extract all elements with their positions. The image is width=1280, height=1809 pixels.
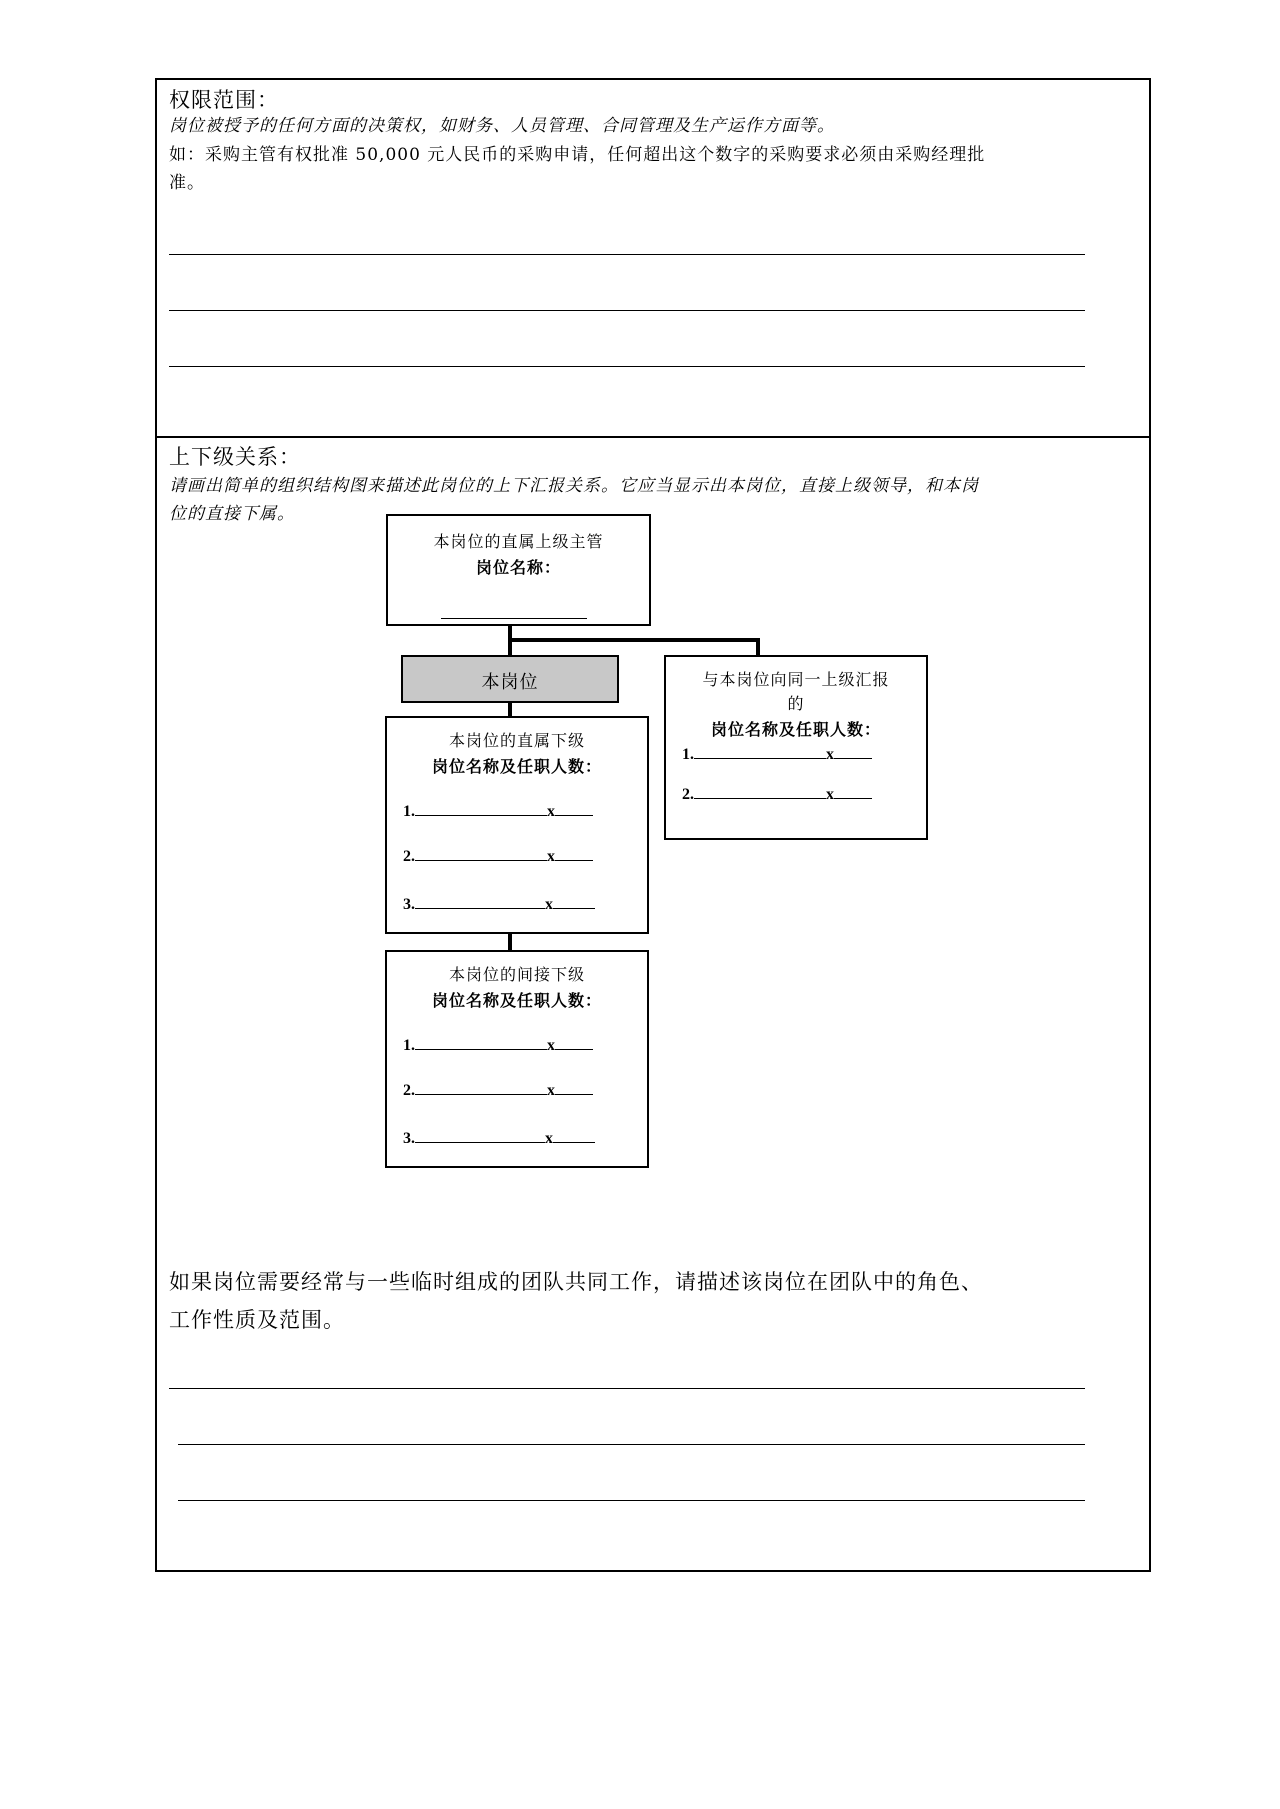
direct-item-3[interactable]: 3. x <box>403 894 595 914</box>
indirect-item-2[interactable]: 2. x <box>403 1080 593 1100</box>
current-position-label: 本岗位 <box>481 672 539 693</box>
indirect-label-line2: 岗位名称及任职人数： <box>431 991 602 1010</box>
indirect-subordinates-box <box>385 950 649 1168</box>
superior-name-blank[interactable] <box>441 618 587 619</box>
relations-description-line1: 请画出简单的组织结构图来描述此岗位的上下汇报关系。它应当显示出本岗位，直接上级领导，和本岗 <box>169 476 979 496</box>
current-position-box <box>401 655 619 703</box>
superior-name-label: 岗位名称： <box>475 558 561 577</box>
relations-title: 上下级关系： <box>169 445 301 469</box>
direct-subordinates-box <box>385 716 649 934</box>
team-answer-line-2[interactable] <box>178 1444 1085 1445</box>
peers-item-2[interactable]: 2. x <box>682 784 872 804</box>
authority-answer-line-2[interactable] <box>169 310 1085 311</box>
form-frame <box>155 78 1151 1572</box>
peers-label-line2: 的 <box>787 694 805 713</box>
team-answer-line-1[interactable] <box>169 1388 1085 1389</box>
direct-item-1[interactable]: 1. x <box>403 801 593 821</box>
direct-label-line1: 本岗位的直属下级 <box>448 731 585 750</box>
authority-title: 权限范围： <box>169 88 279 112</box>
direct-item-2[interactable]: 2. x <box>403 846 593 866</box>
section-divider <box>155 436 1151 438</box>
indirect-item-3[interactable]: 3. x <box>403 1128 595 1148</box>
peers-box <box>664 655 928 840</box>
authority-answer-line-1[interactable] <box>169 254 1085 255</box>
relations-description-line2: 位的直接下属。 <box>169 504 295 524</box>
team-question-line2: 工作性质及范围。 <box>169 1308 345 1332</box>
connector-direct-indirect <box>508 932 512 952</box>
peers-label-line3: 岗位名称及任职人数： <box>710 720 881 739</box>
team-question-line1: 如果岗位需要经常与一些临时组成的团队共同工作，请描述该岗位在团队中的角色、 <box>169 1270 983 1294</box>
peers-item-1[interactable]: 1. x <box>682 744 872 764</box>
authority-answer-line-3[interactable] <box>169 366 1085 367</box>
authority-description: 岗位被授予的任何方面的决策权，如财务、人员管理、合同管理及生产运作方面等。 <box>169 116 835 136</box>
connector-horizontal <box>508 638 760 642</box>
authority-example-line2: 准。 <box>169 173 205 193</box>
superior-box <box>386 514 651 626</box>
superior-label: 本岗位的直属上级主管 <box>433 532 604 551</box>
peers-label-line1: 与本岗位向同一上级汇报 <box>702 670 890 689</box>
indirect-item-1[interactable]: 1. x <box>403 1035 593 1055</box>
indirect-label-line1: 本岗位的间接下级 <box>448 965 585 984</box>
authority-example-line1: 如：采购主管有权批准 50,000 元人民币的采购申请，任何超出这个数字的采购要求必须由采购经理批 <box>169 145 986 165</box>
direct-label-line2: 岗位名称及任职人数： <box>431 757 602 776</box>
team-answer-line-3[interactable] <box>178 1500 1085 1501</box>
